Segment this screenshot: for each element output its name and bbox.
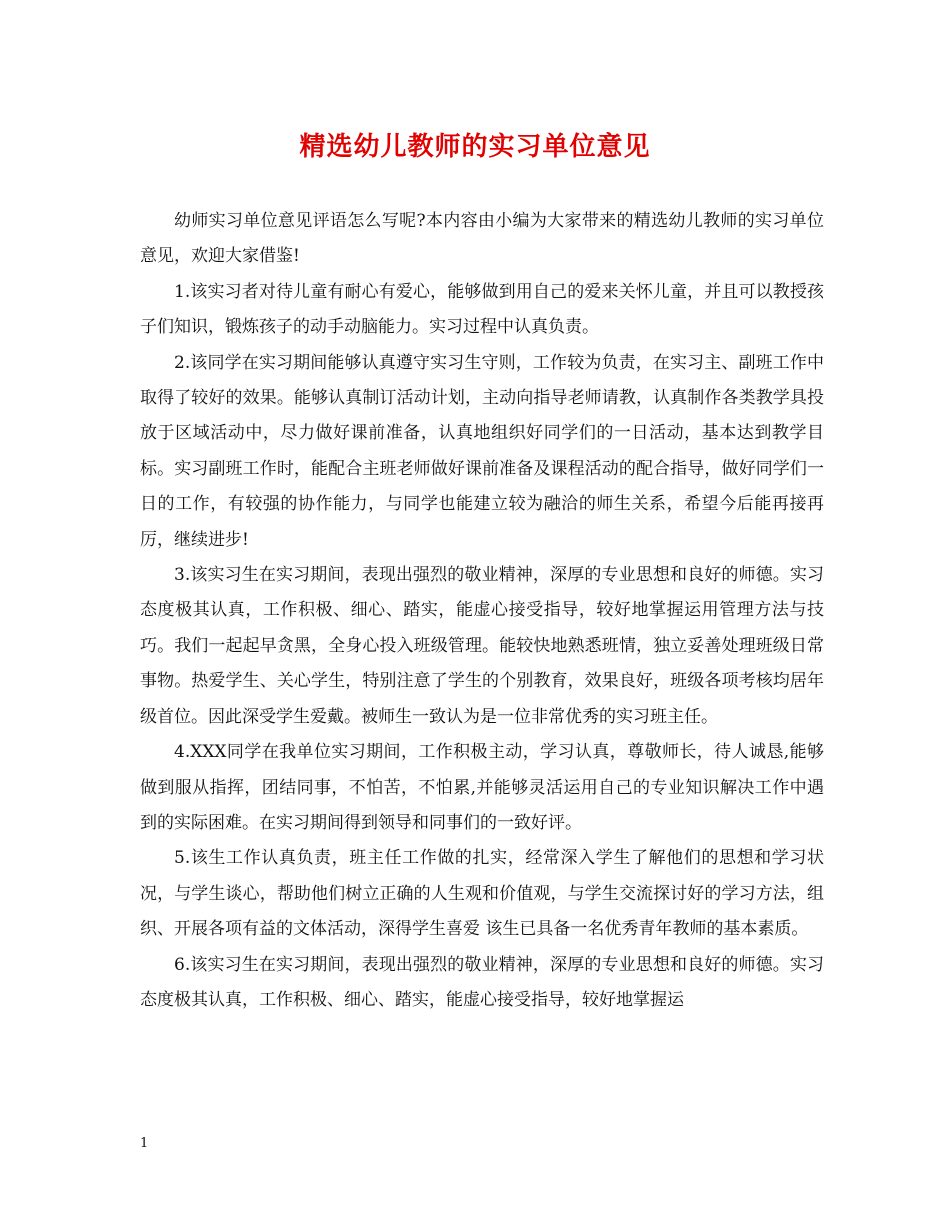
paragraph-2: 2.该同学在实习期间能够认真遵守实习生守则，工作较为负责，在实习主、副班工作中取得了较好的效果。能够认真制订活动计划，主动向指导老师请教，认真制作各类教学具投放于区域活动中，尽力做好课前准备，认真地组织好同学们的一日活动，基本达到教学目标。实习副班工作时，能配合主班老师做好课前准备及课程活动的配合指导，做好同学们一日的工作，有较强的协作能力，与同学也能建立较为融洽的师生关系，希望今后能再接再厉，继续进步! xyxy=(140,352,824,550)
paragraph-3: 3.该实习生在实习期间，表现出强烈的敬业精神，深厚的专业思想和良好的师德。实习态度极其认真，工作积极、细心、踏实，能虚心接受指导，较好地掌握运用管理方法与技巧。我们一起起早贪黑，全身心投入班级管理。能较快地熟悉班情，独立妥善处理班级日常事物。热爱学生、关心学生，特别注意了学生的个别教育，效果良好，班级各项考核均居年级首位。因此深受学生爱戴。被师生一致认为是一位非常优秀的实习班主任。 xyxy=(140,565,824,727)
paragraph-5: 5.该生工作认真负责，班主任工作做的扎实，经常深入学生了解他们的思想和学习状况，与学生谈心，帮助他们树立正确的人生观和价值观，与学生交流探讨好的学习方法，组织、开展各项有益的文体活动，深得学生喜爱 该生已具备一名优秀青年教师的基本素质。 xyxy=(140,848,824,940)
document-body xyxy=(140,204,824,1018)
paragraph-1: 1.该实习者对待儿童有耐心有爱心，能够做到用自己的爱来关怀儿童，并且可以教授孩子们知识，锻炼孩子的动手动脑能力。实习过程中认真负责。 xyxy=(140,281,824,338)
paragraph-4: 4.XXX同学在我单位实习期间，工作积极主动，学习认真，尊敬师长，待人诚恳,能够做到服从指挥，团结同事，不怕苦，不怕累,并能够灵活运用自己的专业知识解决工作中遇到的实际困难。在实习期间得到领导和同事们的一致好评。 xyxy=(140,742,824,833)
paragraph-6: 6.该实习生在实习期间，表现出强烈的敬业精神，深厚的专业思想和良好的师德。实习态度极其认真，工作积极、细心、踏实，能虚心接受指导，较好地掌握运 xyxy=(140,954,824,1010)
page-number: 1 xyxy=(140,1136,149,1151)
document-title: 精选幼儿教师的实习单位意见 xyxy=(299,132,651,162)
paragraph-intro: 幼师实习单位意见评语怎么写呢?本内容由小编为大家带来的精选幼儿教师的实习单位意见，欢迎大家借鉴! xyxy=(140,211,824,267)
